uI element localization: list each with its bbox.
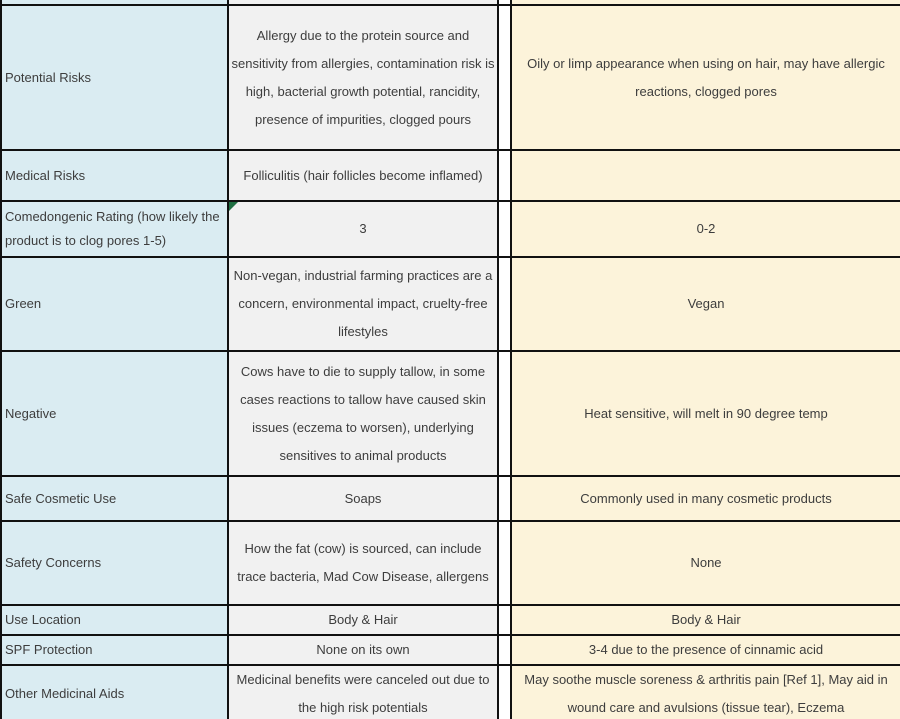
value-a-cell[interactable] [228, 665, 498, 719]
table-row [1, 351, 900, 476]
spacer-cell[interactable] [498, 605, 511, 635]
cell-note-triangle-icon [229, 202, 238, 211]
cell-text: Vegan [687, 296, 725, 311]
cell-text: None on its own [316, 642, 410, 657]
spacer-cell[interactable] [498, 476, 511, 521]
cell-text: Safety Concerns [5, 555, 102, 570]
table-row [1, 635, 900, 665]
value-b-cell[interactable] [511, 605, 900, 635]
row-label-cell[interactable] [1, 351, 228, 476]
cell-text: Negative [5, 405, 57, 421]
table-row [1, 665, 900, 719]
table-row [1, 257, 900, 351]
cell-text: Medicinal benefits were canceled out due to the high risk potentials [236, 672, 490, 715]
value-b-cell[interactable] [511, 476, 900, 521]
value-b-cell[interactable] [511, 201, 900, 257]
row-label-cell[interactable] [1, 257, 228, 351]
cell-text: Body & Hair [671, 612, 741, 627]
cell-text: 0-2 [696, 221, 716, 236]
cell-text: Commonly used in many cosmetic products [580, 490, 832, 506]
cell-text: Use Location [5, 612, 81, 627]
spacer-cell[interactable] [498, 635, 511, 665]
cell-text: Non-vegan, industrial farming practices are a concern, environmental impact, cruelty-free lifestyles [233, 268, 493, 339]
row-label-cell[interactable] [1, 665, 228, 719]
value-a-cell[interactable] [228, 476, 498, 521]
spacer-cell[interactable] [498, 201, 511, 257]
spacer-cell[interactable] [498, 150, 511, 201]
cell-text: May soothe muscle soreness & arthritis pain [Ref 1], May aid in wound care and avulsions (tissue tear), Eczema [524, 672, 888, 715]
value-a-cell[interactable] [228, 635, 498, 665]
table-row [1, 476, 900, 521]
cell-text: Medical Risks [5, 167, 86, 183]
cell-text: Comedongenic Rating (how likely the product is to clog pores 1-5) [5, 209, 220, 248]
cell-text: Safe Cosmetic Use [5, 490, 117, 506]
spacer-cell[interactable] [498, 521, 511, 605]
cell-text: Oily or limp appearance when using on hair, may have allergic reactions, clogged pores [527, 55, 885, 99]
cell-text: Potential Risks [5, 69, 91, 85]
row-label-cell[interactable] [1, 201, 228, 257]
cell-text: How the fat (cow) is sourced, can include trace bacteria, Mad Cow Disease, allergens [237, 541, 489, 584]
table-row [1, 521, 900, 605]
value-b-cell[interactable] [511, 635, 900, 665]
row-label-cell[interactable] [1, 150, 228, 201]
table-row [1, 201, 900, 257]
cell-text: Heat sensitive, will melt in 90 degree temp [584, 405, 828, 421]
cell-text: Allergy due to the protein source and sensitivity from allergies, contamination risk is high, bacterial growth potential, rancidity, presence of impurities, clogged pours [231, 27, 495, 127]
value-a-cell[interactable] [228, 351, 498, 476]
cell-text: 3 [359, 221, 367, 236]
cell-text: Body & Hair [328, 612, 398, 627]
row-label-cell[interactable] [1, 605, 228, 635]
spacer-cell[interactable] [498, 257, 511, 351]
row-label-cell[interactable] [1, 521, 228, 605]
row-label-cell[interactable] [1, 5, 228, 150]
value-b-cell[interactable] [511, 150, 900, 201]
row-label-cell[interactable] [1, 635, 228, 665]
value-a-cell[interactable] [228, 257, 498, 351]
table-row [1, 605, 900, 635]
cell-text: Soaps [344, 490, 382, 506]
value-a-cell[interactable] [228, 201, 498, 257]
cell-text: Other Medicinal Aids [5, 686, 125, 701]
cell-text: SPF Protection [5, 642, 93, 657]
cell-text: Cows have to die to supply tallow, in some cases reactions to tallow have caused skin issues (eczema to worsen), underlying sensitives to animal products [240, 363, 486, 463]
value-b-cell[interactable] [511, 5, 900, 150]
cell-text: Folliculitis (hair follicles become inflamed) [243, 167, 483, 183]
value-b-cell[interactable] [511, 257, 900, 351]
spacer-cell[interactable] [498, 5, 511, 150]
value-b-cell[interactable] [511, 521, 900, 605]
value-a-cell[interactable] [228, 5, 498, 150]
value-b-cell[interactable] [511, 665, 900, 719]
spacer-cell[interactable] [498, 351, 511, 476]
row-label-cell[interactable] [1, 476, 228, 521]
spacer-cell[interactable] [498, 665, 511, 719]
cell-text: 3-4 due to the presence of cinnamic acid [588, 642, 824, 657]
value-b-cell[interactable] [511, 351, 900, 476]
cell-text: None [690, 555, 722, 570]
value-a-cell[interactable] [228, 605, 498, 635]
value-a-cell[interactable] [228, 521, 498, 605]
cell-text: Green [5, 296, 42, 311]
value-a-cell[interactable] [228, 150, 498, 201]
table-row [1, 5, 900, 150]
table-row [1, 150, 900, 201]
